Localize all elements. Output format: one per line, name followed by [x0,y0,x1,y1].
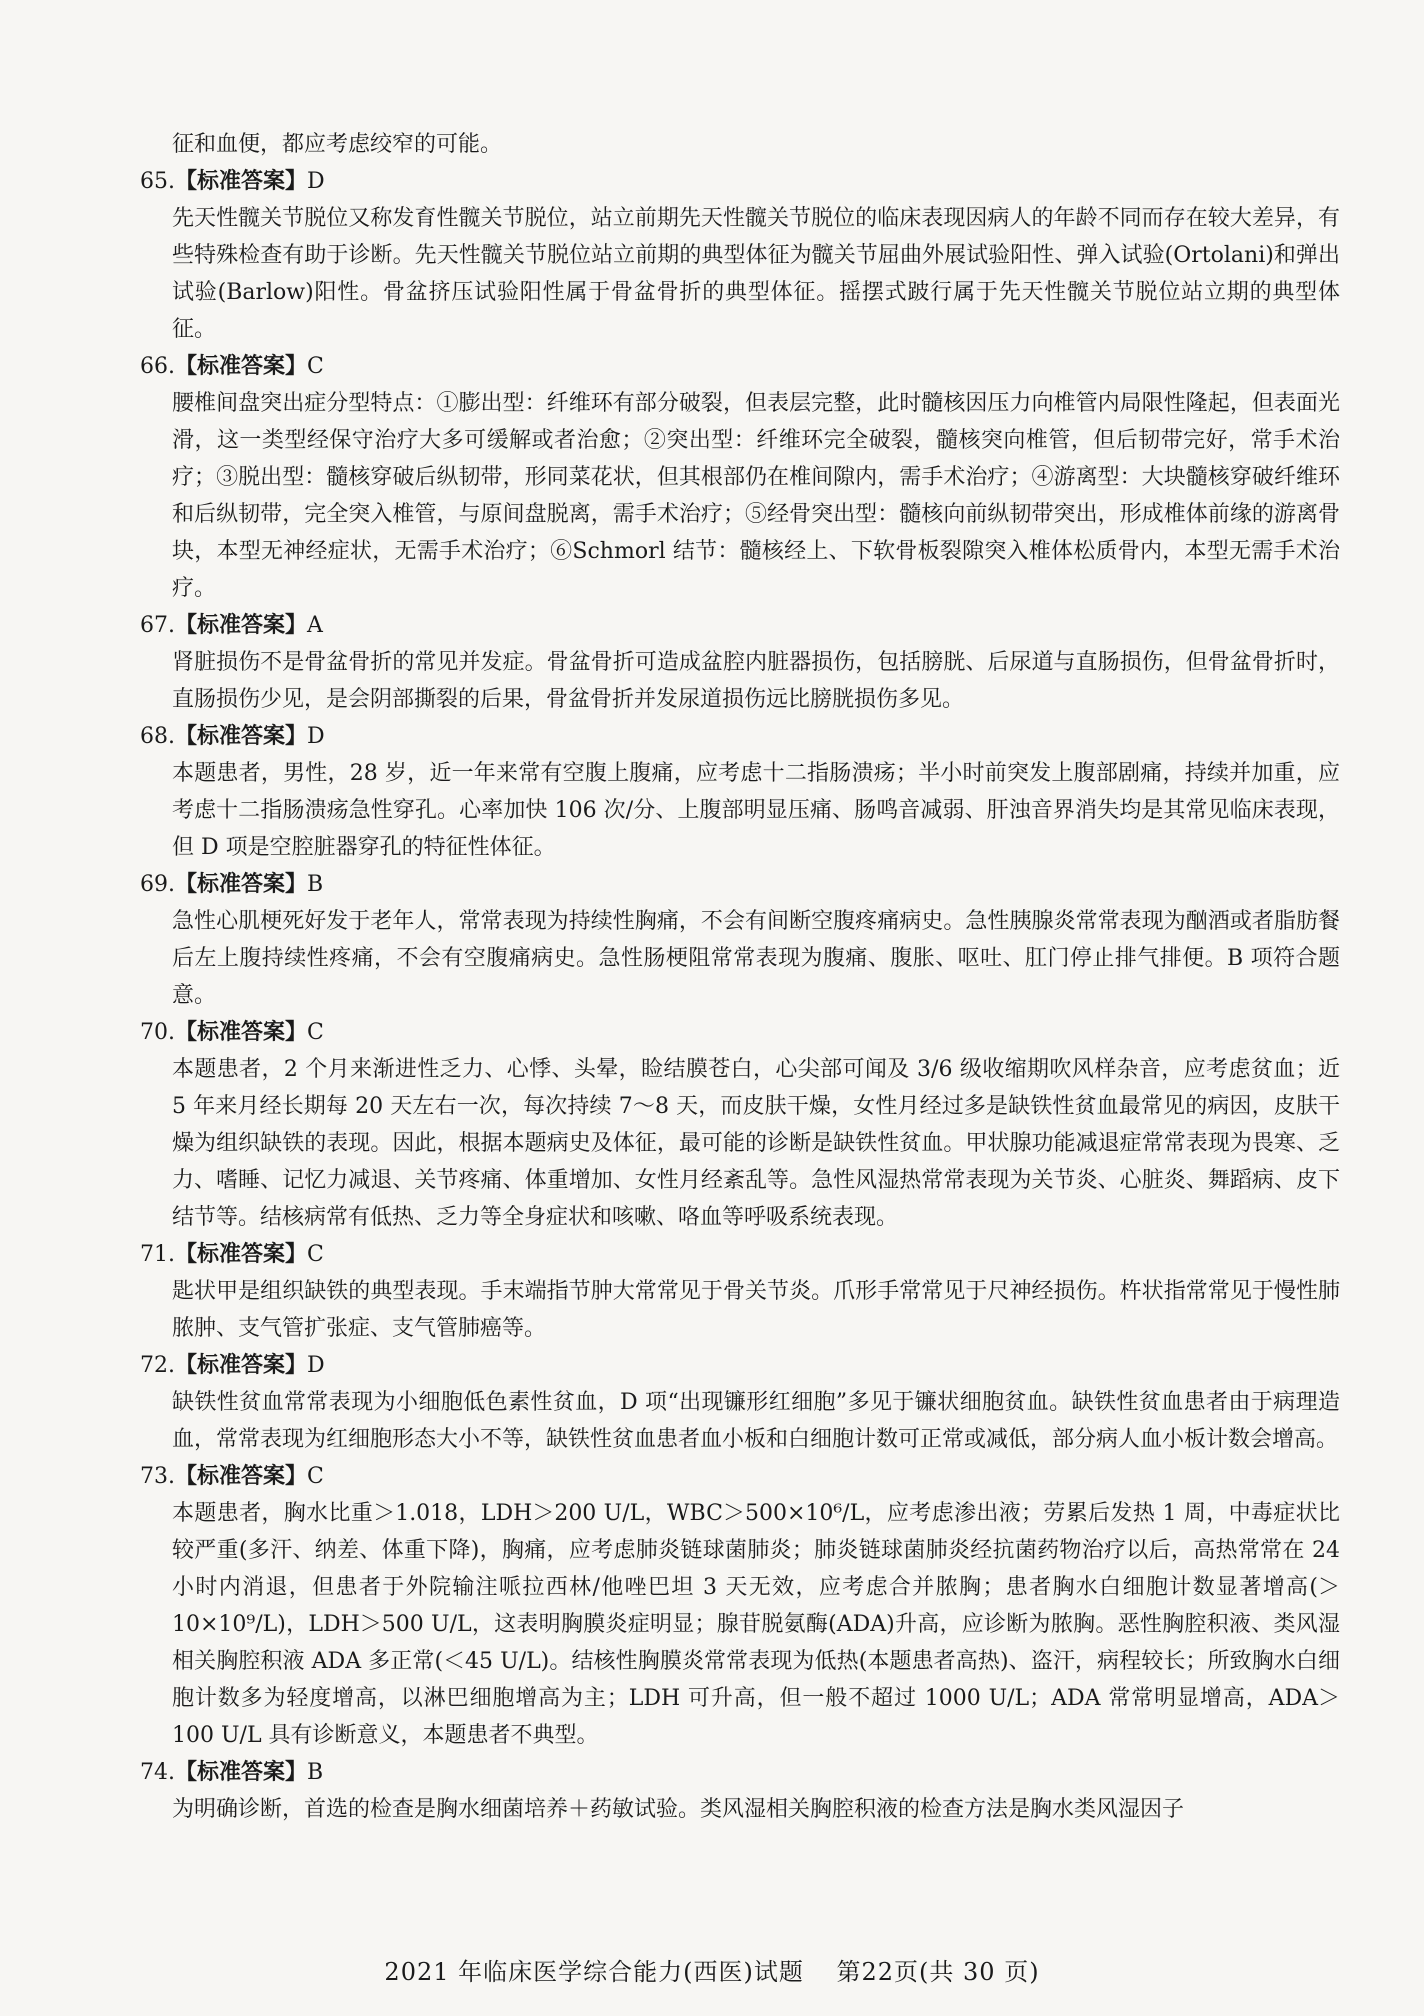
standard-answer-label: 【标准答案】 [175,723,308,749]
page-footer [0,1952,1424,1987]
standard-answer-label: 【标准答案】 [175,168,308,194]
answer-item [140,348,1340,607]
question-number: 67. [140,613,175,638]
answer-explanation: 本题患者，胸水比重＞1.018，LDH＞200 U/L，WBC＞500×10⁶/L，应考虑渗出液；劳累后发热 1 周，中毒症状比较严重(多汗、纳差、体重下降)，胸痛，应考虑肺炎链球菌肺炎；肺炎链球菌肺炎经抗菌药物治疗以后，高热常常在 24 小时内消退，但患者于外院输注哌拉西林/他唑巴坦 3 天无效，应考虑合并脓胸；患者胸水白细胞计数显著增高(＞10×10⁹/L)，LDH＞500 U/L，这表明胸膜炎症明显；腺苷脱氨酶(ADA)升高，应诊断为脓胸。恶性胸腔积液、类风湿相关胸腔积液 ADA 多正常(＜45 U/L)。结核性胸膜炎常常表现为低热(本题患者高热)、盗汗，病程较长；所致胸水白细胞计数多为轻度增高，以淋巴细胞增高为主；LDH 可升高，但一般不超过 1000 U/L；ADA 常常明显增高，ADA＞100 U/L 具有诊断意义，本题患者不典型。 [172,1501,1340,1748]
intro-continuation: 征和血便，都应考虑绞窄的可能。 [172,132,503,157]
answer-explanation: 为明确诊断，首选的检查是胸水细菌培养＋药敏试验。类风湿相关胸腔积液的检查方法是胸水类风湿因子 [172,1797,1185,1822]
answer-item [140,1236,1340,1347]
answer-item [140,718,1340,866]
answer-letter: C [307,1242,324,1267]
answer-heading [140,163,1308,200]
standard-answer-label: 【标准答案】 [175,612,308,638]
answer-item [140,1014,1340,1236]
standard-answer-label: 【标准答案】 [175,1352,308,1378]
answer-letter: D [307,1353,325,1378]
answer-explanation: 先天性髋关节脱位又称发育性髋关节脱位，站立前期先天性髋关节脱位的临床表现因病人的年龄不同而存在较大差异，有些特殊检查有助于诊断。先天性髋关节脱位站立前期的典型体征为髋关节屈曲外展试验阳性、弹入试验(Ortolani)和弹出试验(Barlow)阳性。骨盆挤压试验阳性属于骨盆骨折的典型体征。摇摆式跛行属于先天性髋关节脱位站立期的典型体征。 [172,206,1340,342]
answer-explanation: 匙状甲是组织缺铁的典型表现。手末端指节肿大常常见于骨关节炎。爪形手常常见于尺神经损伤。杵状指常常见于慢性肺脓肿、支气管扩张症、支气管肺癌等。 [172,1279,1340,1341]
answer-explanation: 腰椎间盘突出症分型特点：①膨出型：纤维环有部分破裂，但表层完整，此时髓核因压力向椎管内局限性隆起，但表面光滑，这一类型经保守治疗大多可缓解或者治愈；②突出型：纤维环完全破裂，髓核突向椎管，但后韧带完好，常手术治疗；③脱出型：髓核穿破后纵韧带，形同菜花状，但其根部仍在椎间隙内，需手术治疗；④游离型：大块髓核穿破纤维环和后纵韧带，完全突入椎管，与原间盘脱离，需手术治疗；⑤经骨突出型：髓核向前纵韧带突出，形成椎体前缘的游离骨块，本型无神经症状，无需手术治疗；⑥Schmorl 结节：髓核经上、下软骨板裂隙突入椎体松质骨内，本型无需手术治疗。 [172,391,1340,601]
footer-page-number: 第22页(共 30 页) [836,1958,1040,1986]
answer-heading [140,1347,1308,1384]
standard-answer-label: 【标准答案】 [175,1241,308,1267]
answer-explanation: 缺铁性贫血常常表现为小细胞低色素性贫血，D 项“出现镰形红细胞”多见于镰状细胞贫血。缺铁性贫血患者由于病理造血，常常表现为红细胞形态大小不等，缺铁性贫血患者血小板和白细胞计数可正常或减低，部分病人血小板计数会增高。 [172,1390,1340,1452]
answer-list [140,163,1340,1828]
standard-answer-label: 【标准答案】 [175,871,308,897]
answer-explanation: 本题患者，2 个月来渐进性乏力、心悸、头晕，睑结膜苍白，心尖部可闻及 3/6 级收缩期吹风样杂音，应考虑贫血；近 5 年来月经长期每 20 天左右一次，每次持续 7～8 天，而皮肤干燥，女性月经过多是缺铁性贫血最常见的病因，皮肤干燥为组织缺铁的表现。因此，根据本题病史及体征，最可能的诊断是缺铁性贫血。甲状腺功能减退症常常表现为畏寒、乏力、嗜睡、记忆力减退、关节疼痛、体重增加、女性月经紊乱等。急性风湿热常常表现为关节炎、心脏炎、舞蹈病、皮下结节等。结核病常有低热、乏力等全身症状和咳嗽、咯血等呼吸系统表现。 [172,1057,1340,1230]
question-number: 69. [140,872,175,897]
answer-letter: C [307,354,324,379]
answer-letter: B [307,1760,324,1785]
answer-heading [140,1458,1308,1495]
answer-explanation: 本题患者，男性，28 岁，近一年来常有空腹上腹痛，应考虑十二指肠溃疡；半小时前突发上腹部剧痛，持续并加重，应考虑十二指肠溃疡急性穿孔。心率加快 106 次/分、上腹部明显压痛、肠鸣音减弱、肝浊音界消失均是其常见临床表现，但 D 项是空腔脏器穿孔的特征性体征。 [172,761,1340,860]
answer-heading [140,866,1308,903]
answer-heading [140,1236,1308,1273]
answer-heading [140,607,1308,644]
answer-explanation: 肾脏损伤不是骨盆骨折的常见并发症。骨盆骨折可造成盆腔内脏器损伤，包括膀胱、后尿道与直肠损伤，但骨盆骨折时，直肠损伤少见，是会阴部撕裂的后果，骨盆骨折并发尿道损伤远比膀胱损伤多见。 [172,650,1340,712]
question-number: 66. [140,354,175,379]
answer-heading [140,1014,1308,1051]
standard-answer-label: 【标准答案】 [175,1759,308,1785]
question-number: 74. [140,1760,175,1785]
answer-letter: C [307,1464,324,1489]
answer-heading [140,718,1308,755]
standard-answer-label: 【标准答案】 [175,353,308,379]
answer-item [140,1458,1340,1754]
answer-letter: A [307,613,323,638]
answer-letter: C [307,1020,324,1045]
question-number: 73. [140,1464,175,1489]
answer-item [140,607,1340,718]
standard-answer-label: 【标准答案】 [175,1019,308,1045]
answer-letter: D [307,169,325,194]
question-number: 71. [140,1242,175,1267]
standard-answer-label: 【标准答案】 [175,1463,308,1489]
question-number: 72. [140,1353,175,1378]
answer-heading [140,1754,1308,1791]
question-number: 65. [140,169,175,194]
answer-item [140,866,1340,1014]
page-content [140,126,1340,1828]
answer-item [140,163,1340,348]
question-number: 70. [140,1020,175,1045]
answer-explanation: 急性心肌梗死好发于老年人，常常表现为持续性胸痛，不会有间断空腹疼痛病史。急性胰腺炎常常表现为酗酒或者脂肪餐后左上腹持续性疼痛，不会有空腹痛病史。急性肠梗阻常常表现为腹痛、腹胀、呕吐、肛门停止排气排便。B 项符合题意。 [172,909,1340,1008]
answer-item [140,1754,1340,1828]
answer-item [140,1347,1340,1458]
footer-title: 2021 年临床医学综合能力(西医)试题 [384,1958,804,1986]
answer-letter: D [307,724,325,749]
answer-heading [140,348,1308,385]
question-number: 68. [140,724,175,749]
answer-letter: B [307,872,324,897]
